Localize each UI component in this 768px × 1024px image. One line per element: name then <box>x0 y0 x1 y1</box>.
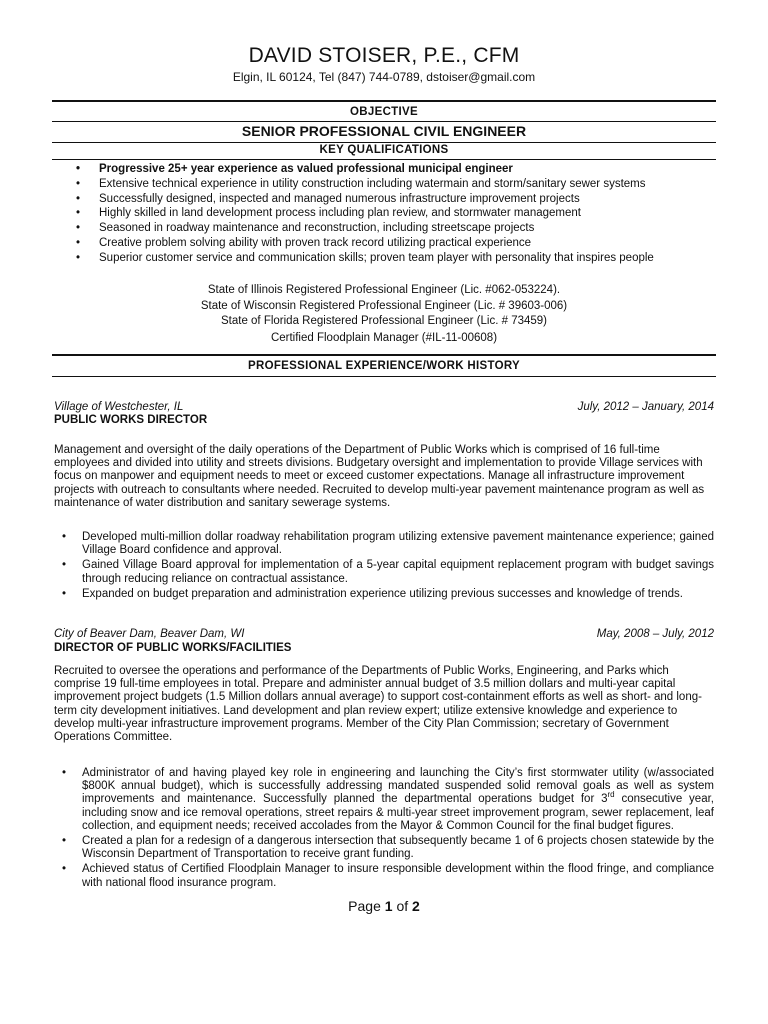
employer-name: City of Beaver Dam, Beaver Dam, WI <box>54 628 245 640</box>
job-summary: Management and oversight of the daily operations of the Department of Public Works which is comprised of 16 full-time employees and divided into utility and streets divisions. Budgetary oversight and implementation to provide Village services with focus on manpower and equipment needs to meet or exceed customer expectations. Manage all infrastructure improvement projects with outreach to consultants where needed. Recruited to develop multi-year pavement maintenance program as well as maintenance of water distribution and sanitary sewerage systems. <box>54 444 705 509</box>
bullet-text: Administrator of and having played key role in engineering and launching the City’s first stormwater utility (w/associated $800K annual budget), which is successfully addressing mandated suspended solid removal goals as well as system improvements and maintenance. Successfully planned the departmental operations budget for 3 <box>82 767 714 806</box>
licenses-block <box>0 283 768 330</box>
license-line: State of Florida Registered Professional Engineer (Lic. # 73459) <box>220 315 547 327</box>
bullet-text: consecutive year, including snow and ice removal operations, street repairs & multi-year street improvement program, sewer replacement, leaf collection, and equipment needs; received accolades from the Mayor & Common Council for the final budget figures. <box>82 793 714 832</box>
ordinal-suffix: rd <box>607 790 615 800</box>
qualifications-list <box>52 162 732 266</box>
qualifications-heading: KEY QUALIFICATIONS <box>319 144 449 156</box>
employment-dates: May, 2008 – July, 2012 <box>596 628 714 640</box>
license-line: State of Wisconsin Registered Professional Engineer (Lic. # 39603-006) <box>200 299 568 312</box>
employer-name: Village of Westchester, IL <box>54 401 184 413</box>
current-page: 1 <box>384 898 393 914</box>
divider <box>52 159 716 160</box>
total-pages: 2 <box>412 898 420 914</box>
license-line: State of Illinois Registered Professional Engineer (Lic. #062-053224). <box>207 284 561 296</box>
divider <box>52 142 716 143</box>
divider <box>52 121 716 122</box>
divider <box>52 100 716 102</box>
list-item: • Superior customer service and communication skills; proven team player with personality that inspires people <box>52 251 732 266</box>
list-item: • Expanded on budget preparation and administration experience utilizing previous successes and knowledge of trends. <box>54 588 714 601</box>
list-item: • Creative problem solving ability with proven track record utilizing practical experience <box>52 236 732 251</box>
job-title: DIRECTOR OF PUBLIC WORKS/FACILITIES <box>54 642 292 654</box>
candidate-name: DAVID STOISER, P.E., CFM <box>248 44 520 67</box>
job-summary: Recruited to oversee the operations and performance of the Departments of Public Works, Engineering, and Parks which comprise 19 full-time employees in total. Prepare and administer annual budget of 3.5 million dollars and multi-year capital improvement project budgets (1.5 Million dollars annual average) to support cost-containment efforts as well as short- and long-term city development initiatives. Land development and plan review expert; utilize extensive knowledge and experience to develop multi-year infrastructure improvement programs. Member of the City Plan Commission; secretary of Government Operations Committee. <box>54 665 702 744</box>
list-item <box>54 767 714 833</box>
divider <box>52 354 716 356</box>
objective-heading: OBJECTIVE <box>350 106 418 118</box>
contact-line: Elgin, IL 60124, Tel (847) 744-0789, dstoiser@gmail.com <box>232 70 536 84</box>
divider <box>52 376 716 377</box>
job-achievements <box>54 531 714 603</box>
certification-line: Certified Floodplain Manager (#IL-11-00608) <box>270 332 498 344</box>
list-item: • Highly skilled in land development process including plan review, and stormwater management <box>52 206 732 221</box>
list-item: • Developed multi-million dollar roadway rehabilitation program utilizing extensive pavement maintenance experience; gained Village Board confidence and approval. <box>54 531 714 557</box>
objective-title: SENIOR PROFESSIONAL CIVIL ENGINEER <box>241 123 527 139</box>
job-title: PUBLIC WORKS DIRECTOR <box>54 414 208 426</box>
list-item: • Progressive 25+ year experience as valued professional municipal engineer <box>52 162 732 177</box>
page-number: Page 1 of 2 <box>348 898 420 914</box>
job-achievements <box>54 767 714 892</box>
list-item: • Extensive technical experience in utility construction including watermain and storm/sanitary sewer systems <box>52 177 732 192</box>
list-item: • Successfully designed, inspected and managed numerous infrastructure improvement projects <box>52 192 732 207</box>
experience-heading: PROFESSIONAL EXPERIENCE/WORK HISTORY <box>248 360 520 372</box>
list-item: • Seasoned in roadway maintenance and reconstruction, including streetscape projects <box>52 221 732 236</box>
list-item: • Gained Village Board approval for implementation of a 5-year capital equipment replacement program with budget savings through reducing reliance on contractual assistance. <box>54 559 714 585</box>
employment-dates: July, 2012 – January, 2014 <box>577 401 714 413</box>
list-item: • Achieved status of Certified Floodplain Manager to insure responsible development within the flood fringe, and compliance with national flood insurance program. <box>54 863 714 889</box>
list-item: • Created a plan for a redesign of a dangerous intersection that subsequently became 1 of 6 projects chosen statewide by the Wisconsin Department of Transportation to receive grant funding. <box>54 835 714 861</box>
